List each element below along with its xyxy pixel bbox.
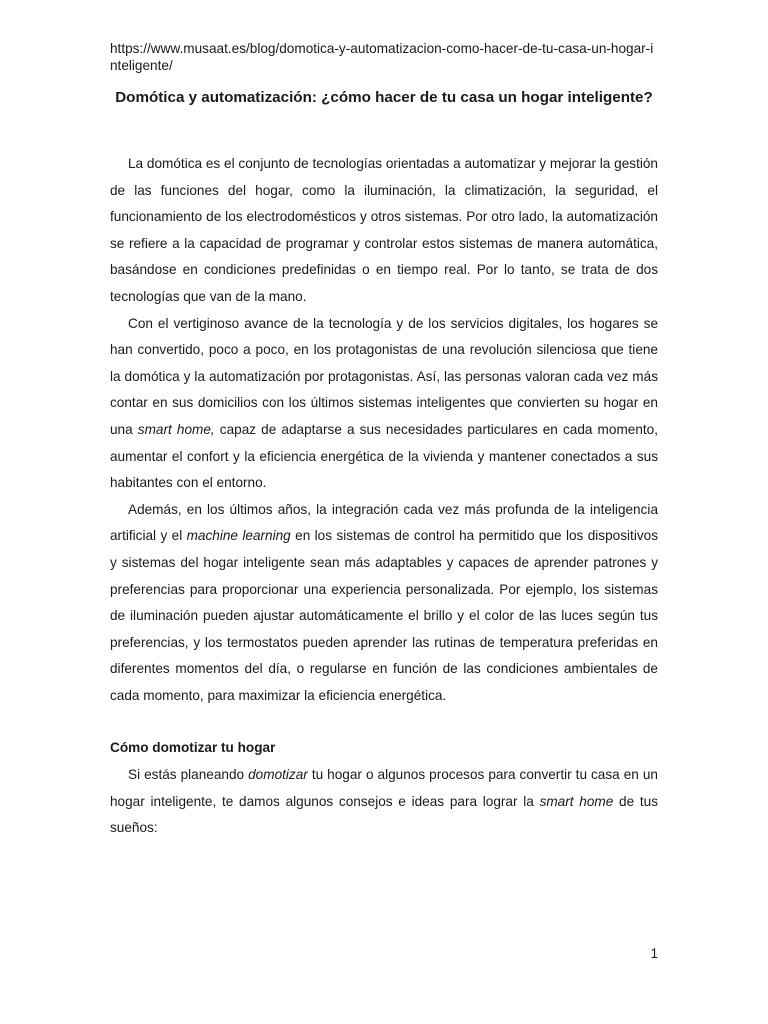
article-body — [110, 151, 658, 842]
paragraph-text: Con el vertiginoso avance de la tecnología y de los servicios digitales, los hogares se han convertido, poco a poco, en los protagonistas de una revolución silenciosa que tiene la domótica y la automatización por protagonistas. Así, las personas valoran cada vez más contar en sus domicilios con los últimos sistemas inteligentes que convierten su hogar en una — [110, 315, 658, 437]
source-url: https://www.musaat.es/blog/domotica-y-automatizacion-como-hacer-de-tu-casa-un-hogar-inteligente/ — [110, 41, 654, 73]
emphasis-text: machine learning — [186, 528, 291, 544]
paragraph-text: capaz de adaptarse a sus necesidades particulares en cada momento, aumentar el confort y la eficiencia energética de la vivienda y mantener conectados a sus habitantes con el entorno. — [110, 421, 658, 491]
emphasis-text: domotizar — [248, 767, 308, 783]
document-title: Domótica y automatización: ¿cómo hacer de tu casa un hogar inteligente? — [115, 89, 653, 106]
page-number: 1 — [650, 946, 658, 961]
paragraph-revolution — [110, 311, 658, 497]
section-heading: Cómo domotizar tu hogar — [110, 740, 276, 756]
paragraph-text: de tus sueños: — [110, 793, 658, 836]
paragraph-text: en los sistemas de control ha permitido que los dispositivos y sistemas del hogar inteligente sean más adaptables y capaces de aprender patrones y preferencias para proporcionar una experiencia personalizada. Por ejemplo, los sistemas de iluminación pueden ajustar automáticamente el brillo y el color de las luces según tus preferencias, y los termostatos pueden aprender las rutinas de temperatura preferidas en diferentes momentos del día, o regularse en función de las condiciones ambientales de cada momento, para maximizar la eficiencia energética. — [110, 528, 658, 703]
paragraph-how-to — [110, 762, 658, 842]
emphasis-text: smart home — [539, 793, 614, 809]
paragraph-text: Además, en los últimos años, la integración cada vez más profunda de la inteligencia artificial y el — [110, 501, 658, 544]
paragraph-text: tu hogar o algunos procesos para convertir tu casa en un hogar inteligente, te damos algunos consejos e ideas para lograr la — [110, 767, 658, 809]
emphasis-text: smart home, — [137, 421, 215, 437]
paragraph-text: Si estás planeando — [128, 767, 249, 783]
paragraph-intro: La domótica es el conjunto de tecnologías orientadas a automatizar y mejorar la gestión de las funciones del hogar, como la iluminación, la climatización, la seguridad, el funcionamiento de los electrodomésticos y otros sistemas. Por otro lado, la automatización se refiere a la capacidad de programar y controlar estos sistemas de manera automática, basándose en condiciones predefinidas o en tiempo real. Por lo tanto, se trata de dos tecnologías que van de la mano. — [110, 156, 658, 304]
paragraph-ai — [110, 497, 658, 710]
